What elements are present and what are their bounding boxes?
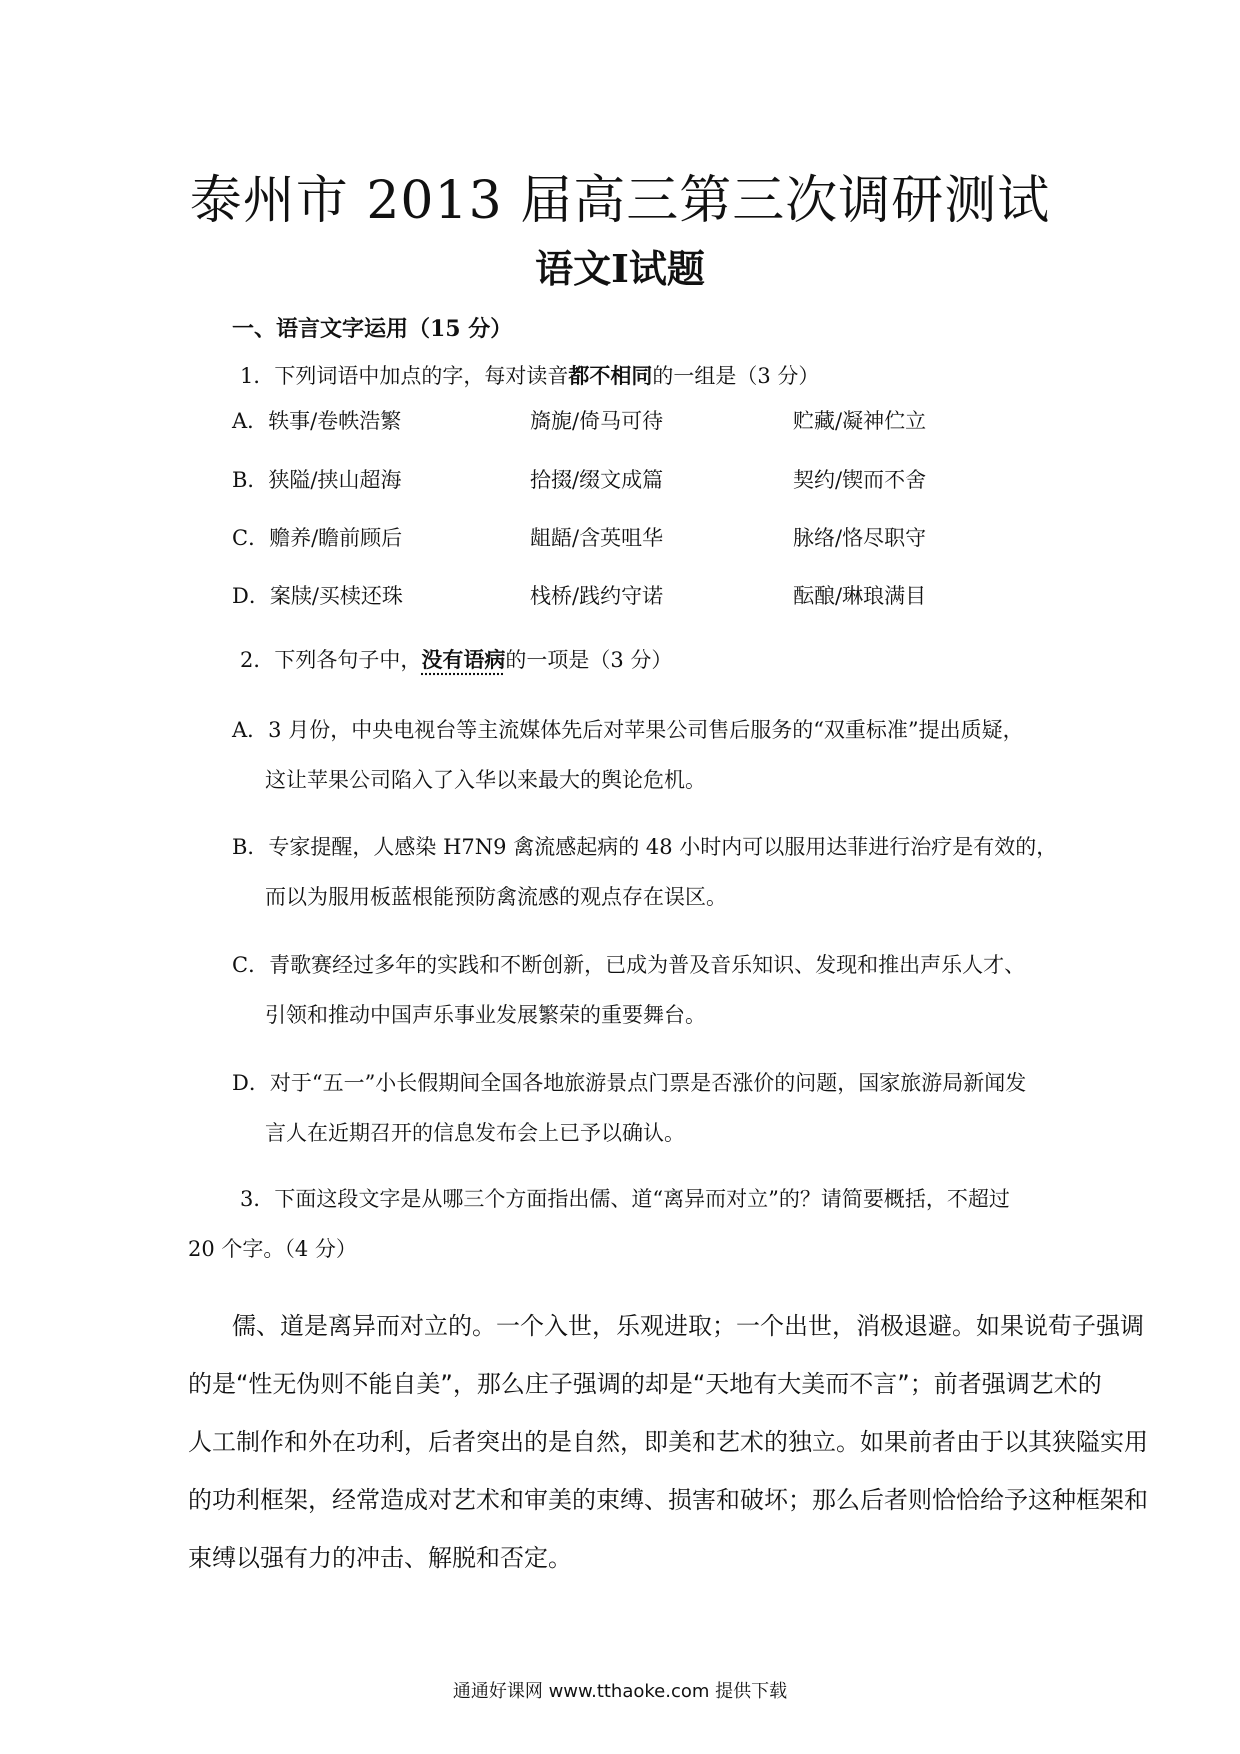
q1-option-d-col2: 栈桥/践约守诺 <box>530 584 664 608</box>
passage-line-4: 的功利框架，经常造成对艺术和审美的束缚、损害和破坏；那么后者则恰恰给予这种框架和 <box>188 1486 1148 1514</box>
q2-option-a-line1: A．3 月份，中央电视台等主流媒体先后对苹果公司售后服务的“双重标准”提出质疑， <box>232 718 1024 742</box>
passage-line-1: 儒、道是离异而对立的。一个入世，乐观进取；一个出世，消极退避。如果说荀子强调 <box>232 1312 1144 1340</box>
q1-option-b-col2: 拾掇/缀文成篇 <box>530 468 664 492</box>
q2-option-d-line1: D．对于“五一”小长假期间全国各地旅游景点门票是否涨价的问题，国家旅游局新闻发 <box>232 1071 1027 1095</box>
passage-line-5: 束缚以强有力的冲击、解脱和否定。 <box>188 1544 572 1572</box>
question-1-stem-pre: 1．下列词语中加点的字，每对读音 <box>240 364 569 388</box>
q1-option-c-col1: C．赡养/瞻前顾后 <box>232 526 403 550</box>
q1-option-d-col1: D．案牍/买椟还珠 <box>232 584 403 608</box>
question-2-stem <box>240 644 672 674</box>
q1-option-a-col3: 贮藏/凝神伫立 <box>793 409 927 433</box>
question-1-stem <box>240 360 819 390</box>
page-subtitle: 语文Ⅰ试题 <box>535 246 705 291</box>
q2-option-b-line2: 而以为服用板蓝根能预防禽流感的观点存在误区。 <box>265 885 727 909</box>
question-1-stem-post: 的一组是（3 分） <box>652 364 820 388</box>
footer-credit: 通通好课网 www.tthaoke.com 提供下载 <box>452 1681 788 1702</box>
page-title: 泰州市 2013 届高三第三次调研测试 <box>189 171 1051 231</box>
question-3-line2: 20 个字。（4 分） <box>188 1237 357 1261</box>
section-heading: 一、语言文字运用（15 分） <box>232 316 513 342</box>
q2-option-d-line2: 言人在近期召开的信息发布会上已予以确认。 <box>265 1121 685 1145</box>
q1-option-c-col3: 脉络/恪尽职守 <box>793 526 927 550</box>
q1-option-c-col2: 龃龉/含英咀华 <box>530 526 664 550</box>
q1-option-d-col3: 酝酿/琳琅满目 <box>793 584 927 608</box>
passage-line-2: 的是“性无伪则不能自美”，那么庄子强调的却是“天地有大美而不言”；前者强调艺术的 <box>188 1370 1102 1398</box>
q2-option-c-line2: 引领和推动中国声乐事业发展繁荣的重要舞台。 <box>265 1003 706 1027</box>
q2-option-c-line1: C．青歌赛经过多年的实践和不断创新，已成为普及音乐知识、发现和推出声乐人才、 <box>232 953 1026 977</box>
passage-line-3: 人工制作和外在功利，后者突出的是自然，即美和艺术的独立。如果前者由于以其狭隘实用 <box>188 1428 1148 1456</box>
q2-option-a-line2: 这让苹果公司陷入了入华以来最大的舆论危机。 <box>265 768 706 792</box>
q2-option-b-line1: B．专家提醒，人感染 H7N9 禽流感起病的 48 小时内可以服用达菲进行治疗是有效的， <box>232 835 1058 859</box>
q1-option-a-col1: A．轶事/卷帙浩繁 <box>232 409 402 433</box>
question-3-line1: 3．下面这段文字是从哪三个方面指出儒、道“离异而对立”的？请简要概括，不超过 <box>240 1187 1010 1211</box>
question-2-stem-pre: 2．下列各句子中， <box>240 648 422 672</box>
question-1-stem-bold: 都不相同 <box>568 363 653 388</box>
question-2-stem-post: 的一项是（3 分） <box>505 648 673 672</box>
q1-option-a-col2: 旖旎/倚马可待 <box>530 409 664 433</box>
q1-option-b-col3: 契约/锲而不舍 <box>793 468 927 492</box>
q1-option-b-col1: B．狭隘/挟山超海 <box>232 468 402 492</box>
question-2-stem-bold: 没有语病 <box>421 647 506 672</box>
